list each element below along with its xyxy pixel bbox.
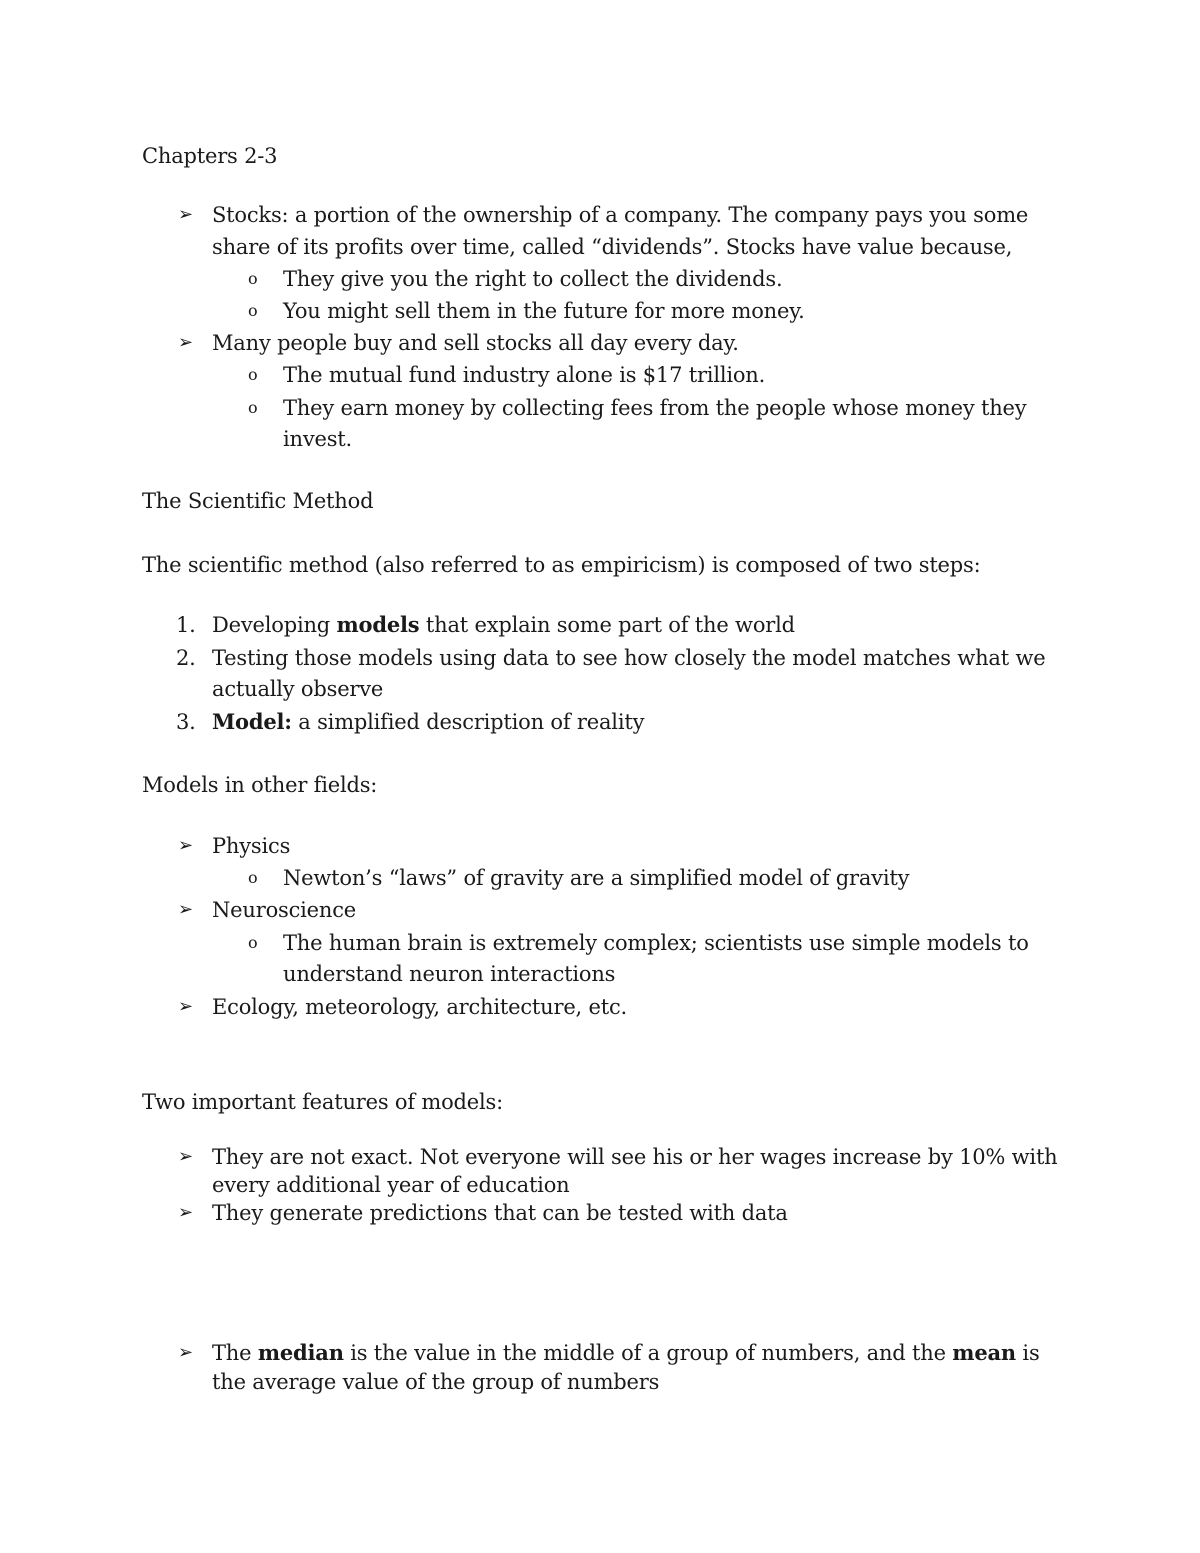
features-heading: Two important features of models:: [142, 1090, 503, 1114]
list-number: 1.: [176, 613, 196, 637]
feature-2: They generate predictions that can be tested with data: [212, 1201, 788, 1225]
circle-bullet-icon: o: [248, 933, 258, 952]
list-number: 2.: [176, 646, 196, 670]
stocks-sub-2: You might sell them in the future for more money.: [283, 299, 805, 323]
circle-bullet-icon: o: [248, 301, 258, 320]
circle-bullet-icon: o: [248, 365, 258, 384]
mutual-fund-line: The mutual fund industry alone is $17 trillion.: [283, 363, 766, 387]
arrow-bullet-icon: ➢: [178, 1342, 193, 1363]
arrow-bullet-icon: ➢: [178, 1146, 193, 1167]
scientific-method-heading: The Scientific Method: [142, 489, 374, 513]
median-mean-line-1: The median is the value in the middle of a group of numbers, and the mean is: [212, 1340, 1040, 1365]
step-2-line-2: actually observe: [212, 677, 384, 701]
arrow-bullet-icon: ➢: [178, 204, 193, 225]
arrow-bullet-icon: ➢: [178, 1202, 193, 1223]
scientific-method-intro: The scientific method (also referred to as empiricism) is composed of two steps:: [142, 553, 981, 577]
many-people-line: Many people buy and sell stocks all day every day.: [212, 331, 739, 355]
circle-bullet-icon: o: [248, 398, 258, 417]
stocks-line-1: Stocks: a portion of the ownership of a company. The company pays you some: [212, 203, 1029, 227]
fees-line-2: invest.: [283, 427, 353, 451]
physics-item: Physics: [212, 834, 291, 858]
feature-1-line-2: every additional year of education: [212, 1173, 570, 1197]
arrow-bullet-icon: ➢: [178, 899, 193, 920]
arrow-bullet-icon: ➢: [178, 835, 193, 856]
chapter-heading: Chapters 2-3: [142, 144, 278, 168]
median-mean-line-2: the average value of the group of numbers: [212, 1370, 660, 1394]
circle-bullet-icon: o: [248, 868, 258, 887]
neuroscience-item: Neuroscience: [212, 898, 357, 922]
other-fields-item: Ecology, meteorology, architecture, etc.: [212, 995, 627, 1019]
step-2-line-1: Testing those models using data to see how closely the model matches what we: [212, 646, 1046, 670]
neuro-sub-line-1: The human brain is extremely complex; scientists use simple models to: [283, 931, 1029, 955]
arrow-bullet-icon: ➢: [178, 332, 193, 353]
fees-line-1: They earn money by collecting fees from the people whose money they: [283, 396, 1027, 420]
list-number: 3.: [176, 710, 196, 734]
circle-bullet-icon: o: [248, 269, 258, 288]
stocks-line-2: share of its profits over time, called “dividends”. Stocks have value because,: [212, 235, 1013, 259]
models-other-fields-heading: Models in other fields:: [142, 773, 378, 797]
stocks-sub-1: They give you the right to collect the dividends.: [283, 267, 783, 291]
arrow-bullet-icon: ➢: [178, 996, 193, 1017]
feature-1-line-1: They are not exact. Not everyone will see his or her wages increase by 10% with: [212, 1145, 1058, 1169]
step-1: Developing models that explain some part of the world: [212, 612, 795, 637]
physics-sub: Newton’s “laws” of gravity are a simplified model of gravity: [283, 866, 910, 890]
neuro-sub-line-2: understand neuron interactions: [283, 962, 616, 986]
step-3: Model: a simplified description of reality: [212, 709, 645, 734]
